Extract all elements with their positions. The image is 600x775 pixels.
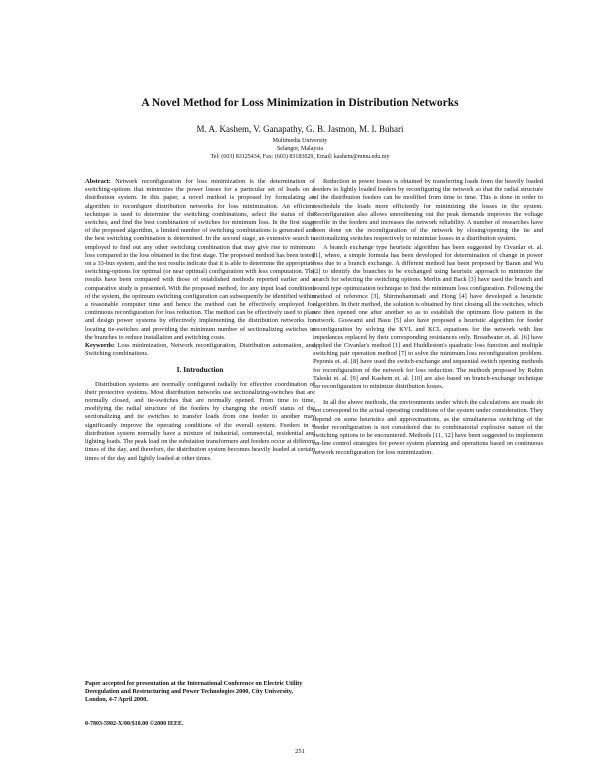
- keywords: [85, 342, 315, 358]
- copyright-line: 0-7803-5902-X/00/$10.00 ©2000 IEEE.: [85, 721, 184, 727]
- paper-title: A Novel Method for Loss Minimization in Distribution Networks: [141, 97, 459, 109]
- paragraph-2: A branch exchange type heuristic algorithm has been suggested by Civanlar et. al. [1], where, a simple formula has been developed for determination of change in power loss due to a branch exchange. A different method has been proposed by Baran and Wu [2] to identify the branches to be exchanged using heuristic approach to minimize the search for selecting the switching options. Merlin and Back [3] have used the branch and bound type optimization technique to find the minimum loss configuration. Following the method of reference [3], Shirmohammadi and Hong [4] have developed a heuristic algorithm. In their method, the solution is obtained by first closing all the switches, which are then opened one after another so as to establish the optimum flow pattern in the network. Goswami and Basu [5] also have proposed a heuristic algorithm for feeder reconfiguration by solving the KVL and KCL equations for the network with line impedances replaced by their corresponding resistances only. Broadwater et. al. [6] have applied the Civanlar's method [1] and Huddleston's quadratic loss function and multiple switching pair operation method [7] to solve the minimum loss reconfiguration problem. Peponis et. al. [8] have used the switch-exchange and sequential switch opening methods for reconfiguration of the network for loss reduction. The methods proposed by Rubin Taleski et. al. [9] and Kashem et. al. [10] are also based on branch-exchange technique for reconfiguration to minimize distribution losses.: [313, 243, 543, 391]
- affiliation-line-1: Multimedia University: [272, 138, 328, 144]
- paragraph-3: In all the above methods, the environments under which the calculations are made do not correspond to the actual operating conditions of the system under consideration. They depend on some heuristics and approximations, as the simultaneous switching of the feeder reconfiguration is not considered due to combinatorial explosive nature of the switching options to be encountered. Methods [11, 12] have been suggested to implement on-line control strategies for power system planning and operations based on continuous network reconfiguration for loss minimization.: [313, 399, 543, 456]
- page-number: 251: [295, 748, 305, 755]
- keywords-text: Loss minimization, Network reconfiguration, Distribution automation, and Switching combinations.: [85, 342, 315, 358]
- paper-authors: M. A. Kashem, V. Ganapathy, G. B. Jasmon, M. I. Buhari: [196, 124, 404, 134]
- abstract-text: Network reconfiguration for loss minimization is the determination of switching-options that minimizes the power losses for a particular set of loads on a distribution system. In this paper, a novel method is proposed by formulating an algorithm to reconfigure distribution networks for loss minimization. An efficient technique is used to determine the switching combinations, select the status of the switches, and find the best combination of switches for minimum loss. In the first stage of the proposed algorithm, a limited number of switching combinations is generated and the best switching combination is determined. In the second stage, an extensive search is employed to find out any other switching combination that may give rise to minimum loss compared to the loss obtained in the first stage. The proposed method has been tested on a 33-bus system, and the test results indicate that it is able to determine the appropriate switching-options for optimal (or near optimal) configuration with less computation. The results have been compared with those of established methods reported earlier and a comparative study is presented. With the proposed method, for any input load conditions of the system, the optimum switching configuration can subsequently be identified within a reasonable computer time and hence the method can be effectively employed for continuous reconfiguration for loss reduction. The method can be effectively used to plan and design power systems by effectively implementing the distribution networks for locating tie-switches and providing the minimum number of sectionalizing switches in the branches to reduce installation and switching costs.: [85, 178, 315, 341]
- introduction-paragraph: Distribution systems are normally configured radially for effective coordination of their protective systems. Most distribution networks use sectionalizing-switches that are normally closed, and tie-switches that are normally opened. From time to time, modifying the radial structure of the feeders by changing the on/off status of the sectionalizing and tie switches to transfer loads from one feeder to another may significantly improve the operating conditions of the overall system. Feeders in a distribution system normally have a mixture of industrial, commercial, residential and lighting loads. The peak load on the substation transformers and feeders occur at different times of the day, and therefore, the distribution system becomes heavily loaded at certain times of the day and lightly loaded at other times.: [85, 380, 315, 462]
- paragraph-1: Reduction in power losses is obtained by transferring loads from the heavily loaded feeders to lightly loaded feeders by reconfiguring the network so that the radial structure of the distribution feeders can be modified from time to time. This is done in order to reschedule the loads more efficiently for minimizing the losses in the system. Reconfiguration also allows smoothening out the peak demands improves the voltage profile in the feeders and increases the network reliability. A number of researches have been done on the reconfiguration of the network by closing/opening the tie and sectionalizing switches respectively to minimize losses in a distribution system.: [313, 178, 543, 243]
- left-column: [85, 178, 315, 463]
- affiliation-line-2: Selangor, Malaysia: [276, 146, 324, 152]
- right-column: [313, 178, 543, 457]
- abstract: [85, 178, 315, 342]
- abstract-label: Abstract:: [85, 178, 111, 185]
- affiliation-line-3: Tel: (603) 83125434, Fax: (603) 83183029, Email: kashem@mmu.edu.my: [210, 154, 390, 160]
- keywords-label: Keywords:: [85, 342, 115, 350]
- conference-note: Paper accepted for presentation at the International Conference on Electric Utility Deregulation and Restructuring and Power Technologies 2000, City University, London, 4-7 April 2000.: [85, 680, 303, 703]
- section-heading-introduction: I. Introduction: [176, 365, 224, 375]
